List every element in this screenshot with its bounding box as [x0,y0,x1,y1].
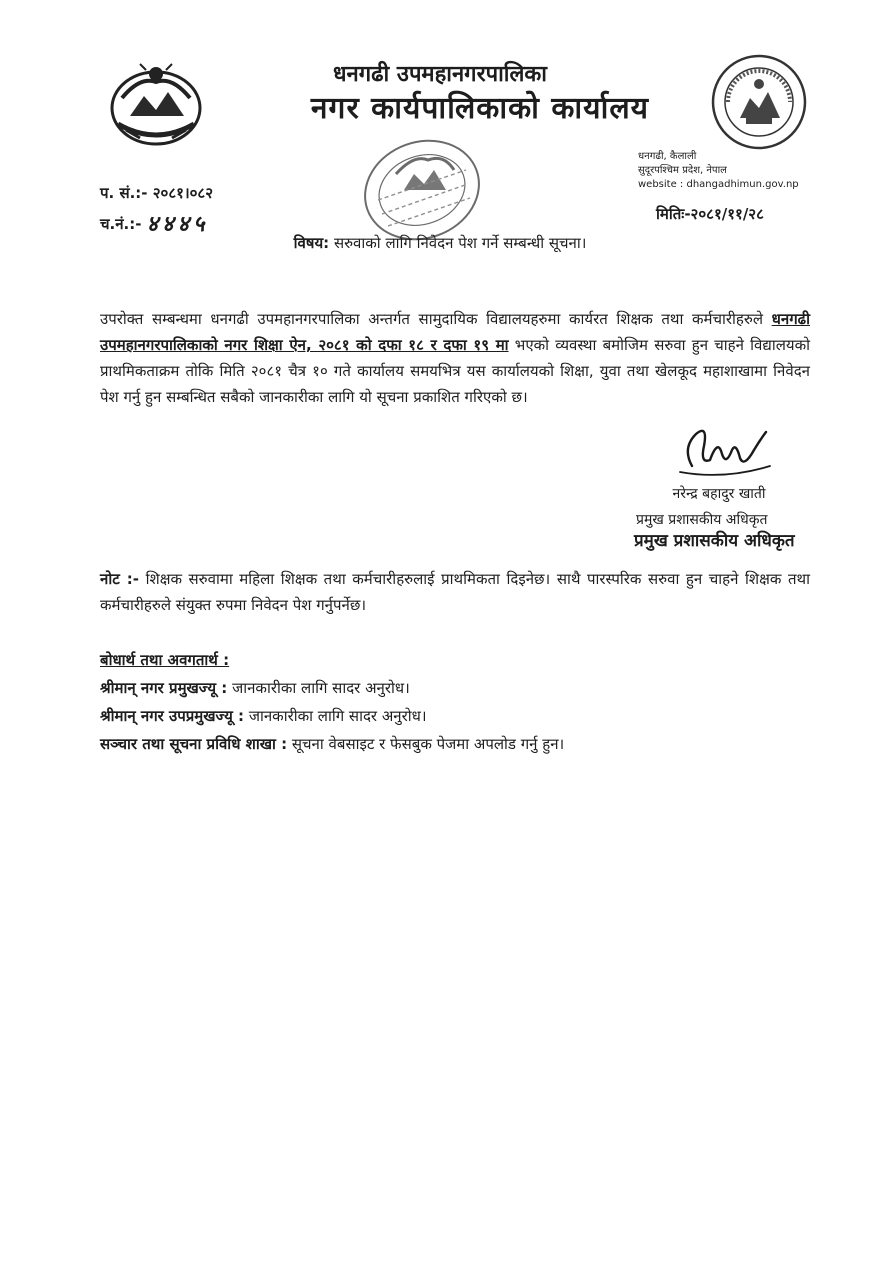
patra-sankhya-label: प. सं.:- [100,184,148,202]
patra-sankhya-value: २०८१।०८२ [152,184,214,202]
cc-text: जानकारीका लागि सादर अनुरोध। [248,707,427,725]
signatory-name: नरेन्द्र बहादुर खाती [672,486,766,502]
subject-label: विषय: [293,234,330,252]
cc-recipient: श्रीमान् नगर उपप्रमुखज्यू : [100,707,245,725]
subject-text: सरुवाको लागि निवेदन पेश गर्ने सम्बन्धी सूचना। [333,234,587,252]
cc-recipient: सञ्चार तथा सूचना प्रविधि शाखा : [100,735,288,753]
website: website : dhangadhimun.gov.np [638,179,799,190]
cc-heading: बोधार्थ तथा अवगतार्थ : [100,651,230,669]
body-highlight: धनगढी उपमहानगरपालिकाको नगर शिक्षा ऐन, २०८१ को दफा १८ र दफा १९ मा [100,310,810,354]
signatory-stamp: प्रमुख प्रशासकीय अधिकृत [634,531,795,551]
office-name: नगर कार्यपालिकाको कार्यालय [310,91,650,126]
cc-item [100,678,410,698]
notice-body [100,306,810,410]
subject-line [0,233,880,253]
letter-date: मितिः-२०८१/११/२८ [656,205,764,223]
cc-text: जानकारीका लागि सादर अनुरोध। [232,679,410,697]
cc-item [100,734,564,754]
chalani-value: ४४४५ [146,211,209,237]
address-line-1: धनगढी, कैलाली [638,151,697,162]
cc-recipient: श्रीमान् नगर प्रमुखज्यू : [100,679,228,697]
municipality-name: धनगढी उपमहानगरपालिका [333,62,547,87]
signatory-designation: प्रमुख प्रशासकीय अधिकृत [636,512,768,528]
office-address [638,150,799,192]
body-part-2: भएको व्यवस्था बमोजिम सरुवा हुन चाहने विद्यालयको प्राथमिकताक्रम तोकि मिति २०८१ चैत्र १० गते कार्यालय समयभित्र यस कार्यालयको शिक्षा, युवा तथा खेलकूद महाशाखामा निवेदन पेश गर्नु हुन सम्बन्धित सबैको जानकारीका लागि यो सूचना प्रकाशित गरिएको छ। [100,336,810,406]
note-label: नोट :- [100,570,140,588]
chalani-label: च.नं.:- [100,215,142,233]
body-part-1: उपरोक्त सम्बन्धमा धनगढी उपमहानगरपालिका अन्तर्गत सामुदायिक विद्यालयहरुमा कार्यरत शिक्षक तथा कर्मचारीहरुले [100,310,764,328]
signature [674,420,774,484]
patra-sankhya [100,183,213,203]
cc-text: सूचना वेबसाइट र फेसबुक पेजमा अपलोड गर्नु हुन। [291,735,565,753]
cc-item [100,706,427,726]
office-stamp [348,130,496,248]
note-section [100,566,810,618]
note-text: शिक्षक सरुवामा महिला शिक्षक तथा कर्मचारीहरुलाई प्राथमिकता दिइनेछ। साथै पारस्परिक सरुवा हुन चाहने शिक्षक तथा कर्मचारीहरुले संयुक्त रुपमा निवेदन पेश गर्नुपर्नेछ। [100,570,810,614]
address-line-2: सुदूरपश्चिम प्रदेश, नेपाल [638,165,727,176]
municipality-seal-logo [708,52,810,152]
